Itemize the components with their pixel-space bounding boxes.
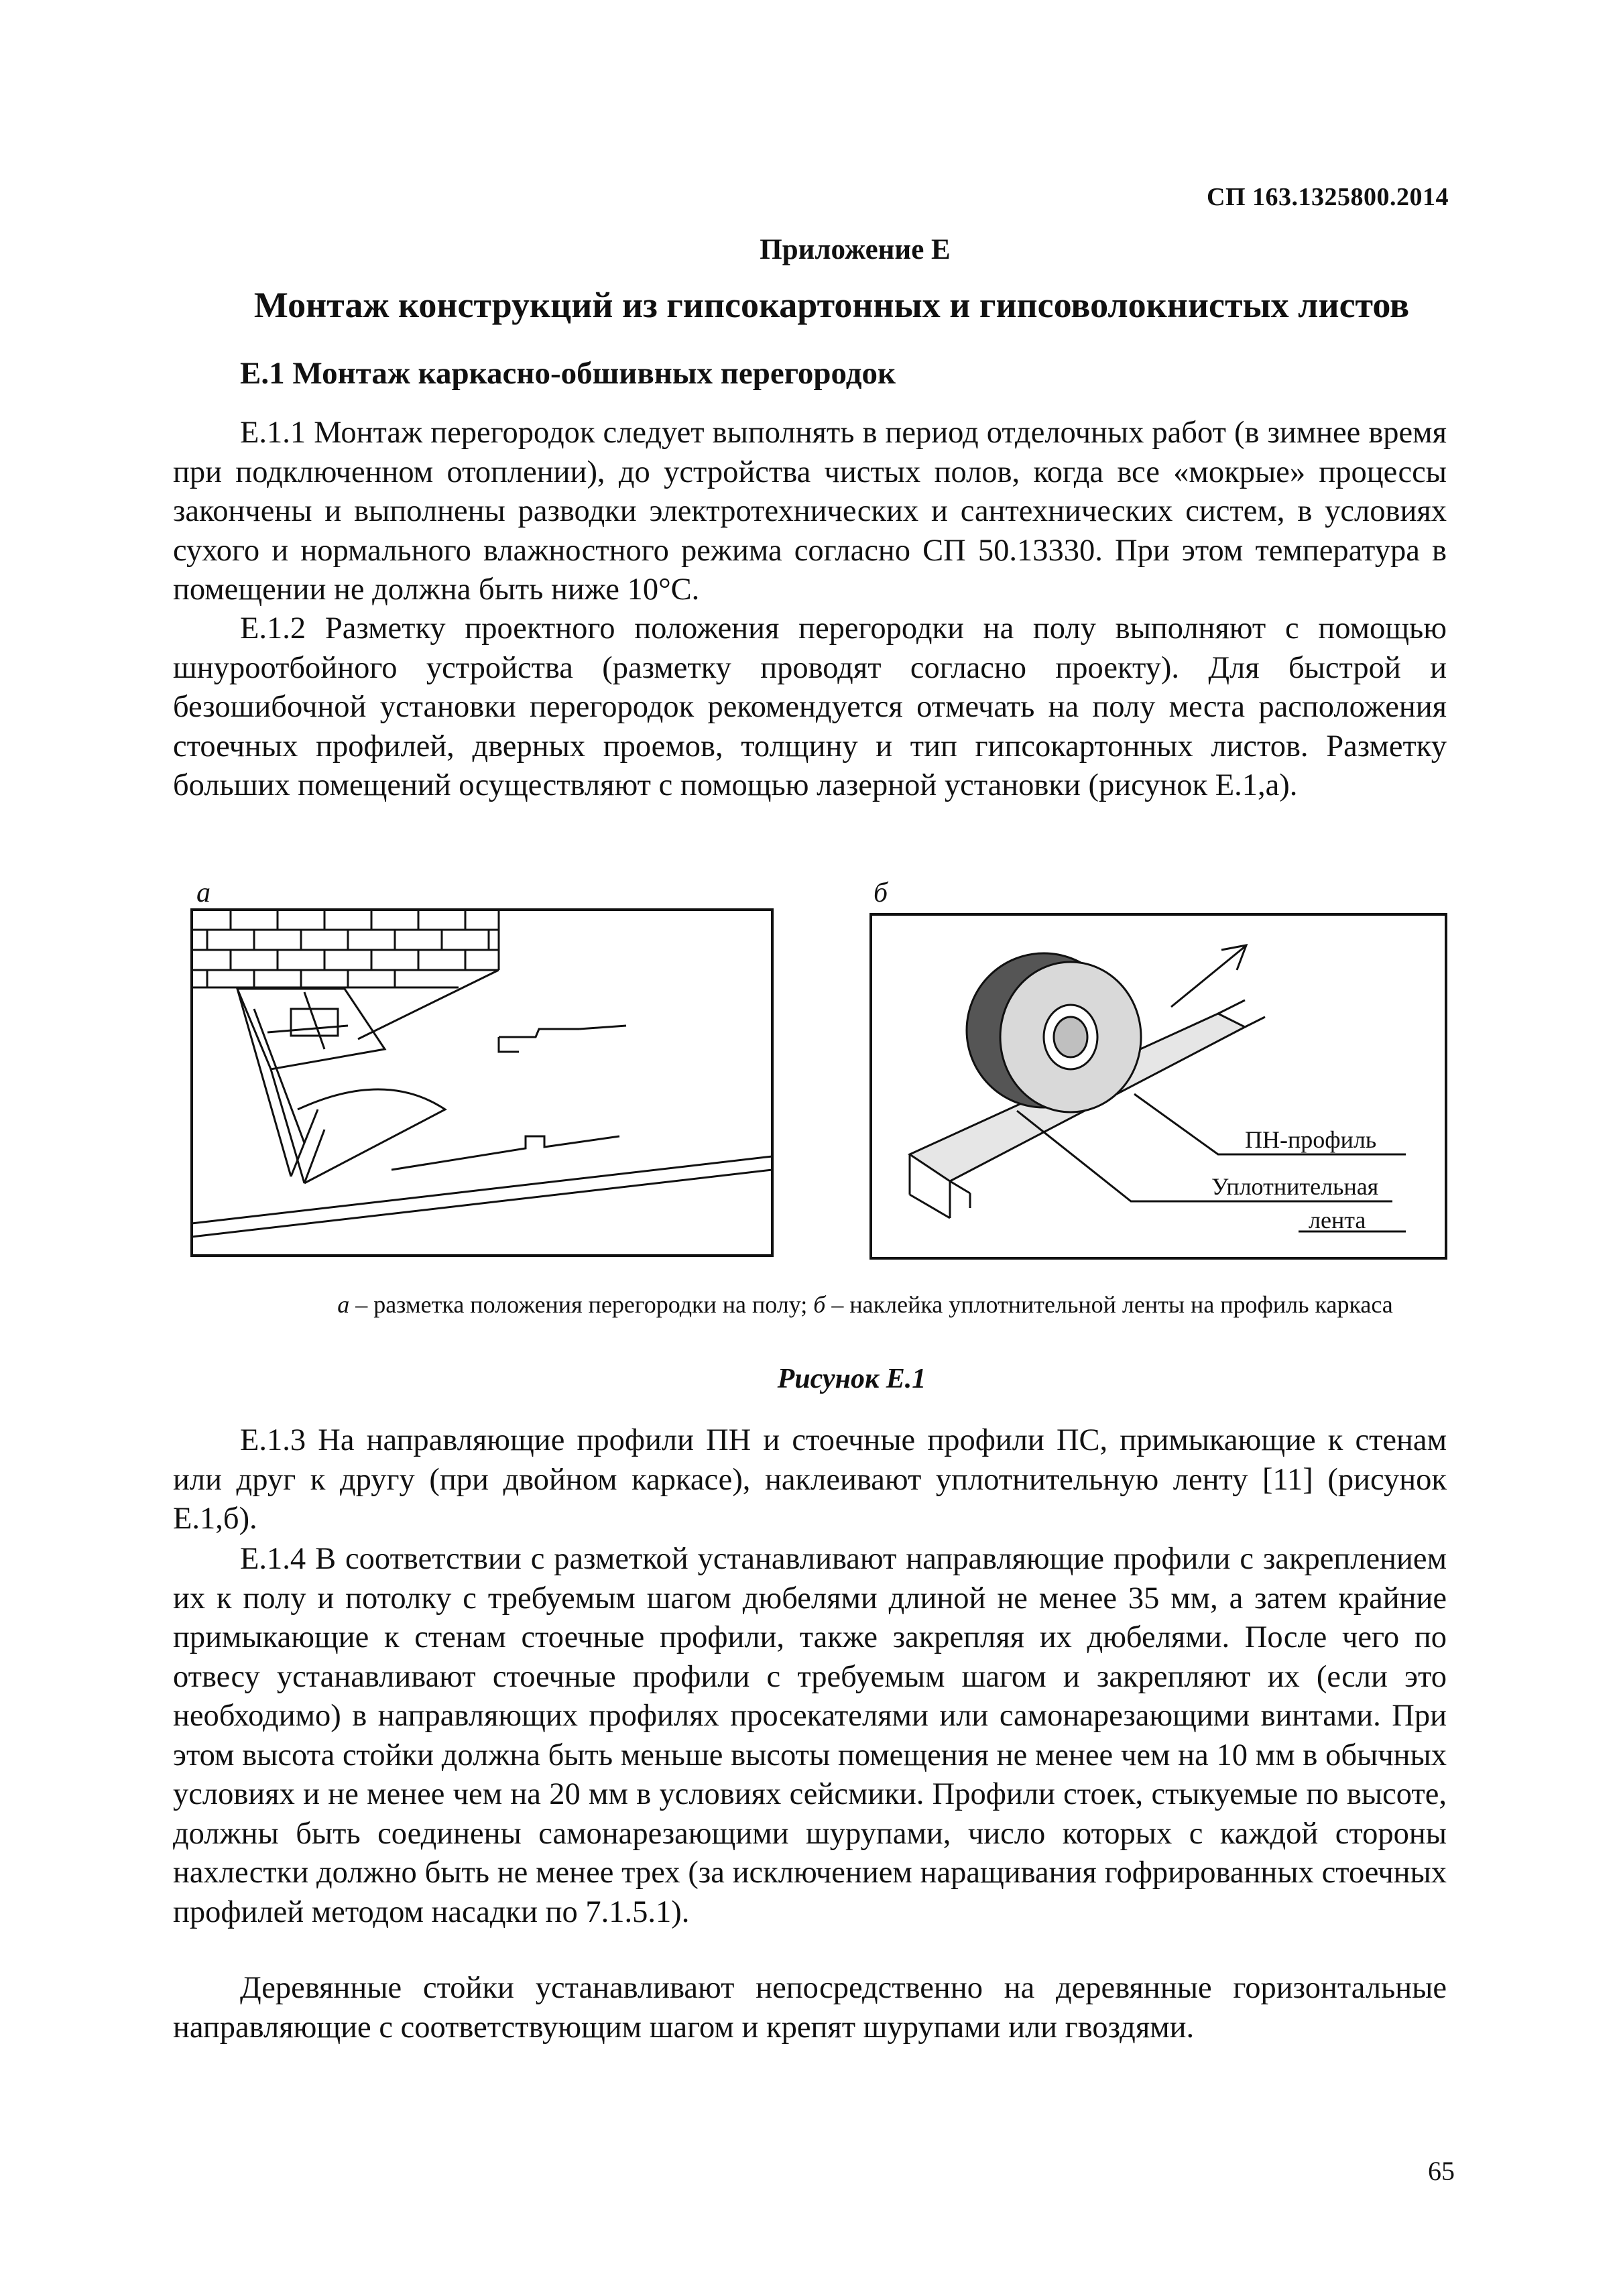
caption-a-text: – разметка положения перегородки на полу; xyxy=(349,1291,814,1318)
paragraph-e-1-2: Е.1.2 Разметку проектного положения перегородки на полу выполняют с помощью шнуроотбойного устройства (разметку проводят согласно проекту). Для быстрой и безошибочной установки перегородок рекомендуется отмечать на полу места расположения стоечных профилей, дверных проемов, толщину и тип гипсокартонных листов. Разметку больших помещений осуществляют с помощью лазерной установки (рисунок Е.1,а). xyxy=(173,611,1447,802)
label-sealing-tape-line1: Уплотнительная xyxy=(1211,1173,1379,1200)
figure-b-letter: б xyxy=(874,878,888,908)
tape-roll xyxy=(967,953,1141,1112)
figure-a-letter: а xyxy=(196,878,211,908)
figure-b-tape-application xyxy=(869,913,1447,1260)
paragraph-e-1-1: Е.1.1 Монтаж перегородок следует выполнять в период отделочных работ (в зимнее время при подключенном отоплении), до устройства чистых полов, когда все «мокрые» процессы закончены и выполнены разводки электротехнических и сантехнических систем, в условиях сухого и нормального влажностного режима согласно СП 50.13330. При этом температура в помещении не должна быть ниже 10°С. xyxy=(173,416,1447,607)
figure-title: Рисунок Е.1 xyxy=(777,1364,926,1394)
page-number: 65 xyxy=(1428,2156,1455,2186)
caption-letter-a: а xyxy=(337,1291,350,1318)
main-title: Монтаж конструкций из гипсокартонных и гипсоволокнистых листов xyxy=(253,285,1410,325)
appendix-title: Приложение Е xyxy=(760,234,951,265)
paragraph-wooden-studs: Деревянные стойки устанавливают непосредственно на деревянные горизонтальные направляющие с соответствующим шагом и крепят шурупами или гвоздями. xyxy=(173,1971,1447,2045)
paragraph-e-1-3: Е.1.3 На направляющие профили ПН и стоечные профили ПС, примыкающие к стенам или друг к другу (при двойном каркасе), наклеивают уплотнительную ленту [11] (рисунок Е.1,б). xyxy=(173,1423,1447,1536)
caption-b-text: – наклейка уплотнительной ленты на профиль каркаса xyxy=(825,1291,1393,1318)
section-title: Е.1 Монтаж каркасно-обшивных перегородок xyxy=(240,356,896,391)
figure-a-floor-marking xyxy=(190,908,774,1257)
figure-caption xyxy=(0,1290,1623,1319)
label-pn-profile: ПН-профиль xyxy=(1245,1126,1377,1153)
paragraph-e-1-4: Е.1.4 В соответствии с разметкой устанавливают направляющие профили с закреплением их к полу и потолку с требуемым шагом дюбелями длиной не менее 35 мм, а затем крайние примыкающие к стенам стоечные профили, также закрепляя их дюбелями. После чего по отвесу устанавливают стоечные профили с требуемым шагом и закрепляют их (если это необходимо) в направляющих профилях просекателями или самонарезающими винтами. При этом высота стойки должна быть меньше высоты помещения не менее чем на 10 мм в обычных условиях и не менее чем на 20 мм в условиях сейсмики. Профили стоек, стыкуемые по высоте, должны быть соединены самонарезающими шурупами, число которых с каждой стороны нахлестки должно быть не менее трех (за исключением наращивания гофрированных стоечных профилей методом насадки по 7.1.5.1). xyxy=(173,1542,1447,1929)
brick-wall xyxy=(192,910,499,987)
caption-letter-b: б xyxy=(813,1291,826,1318)
label-sealing-tape-line2: лента xyxy=(1309,1207,1366,1233)
document-code: СП 163.1325800.2014 xyxy=(1207,183,1449,211)
